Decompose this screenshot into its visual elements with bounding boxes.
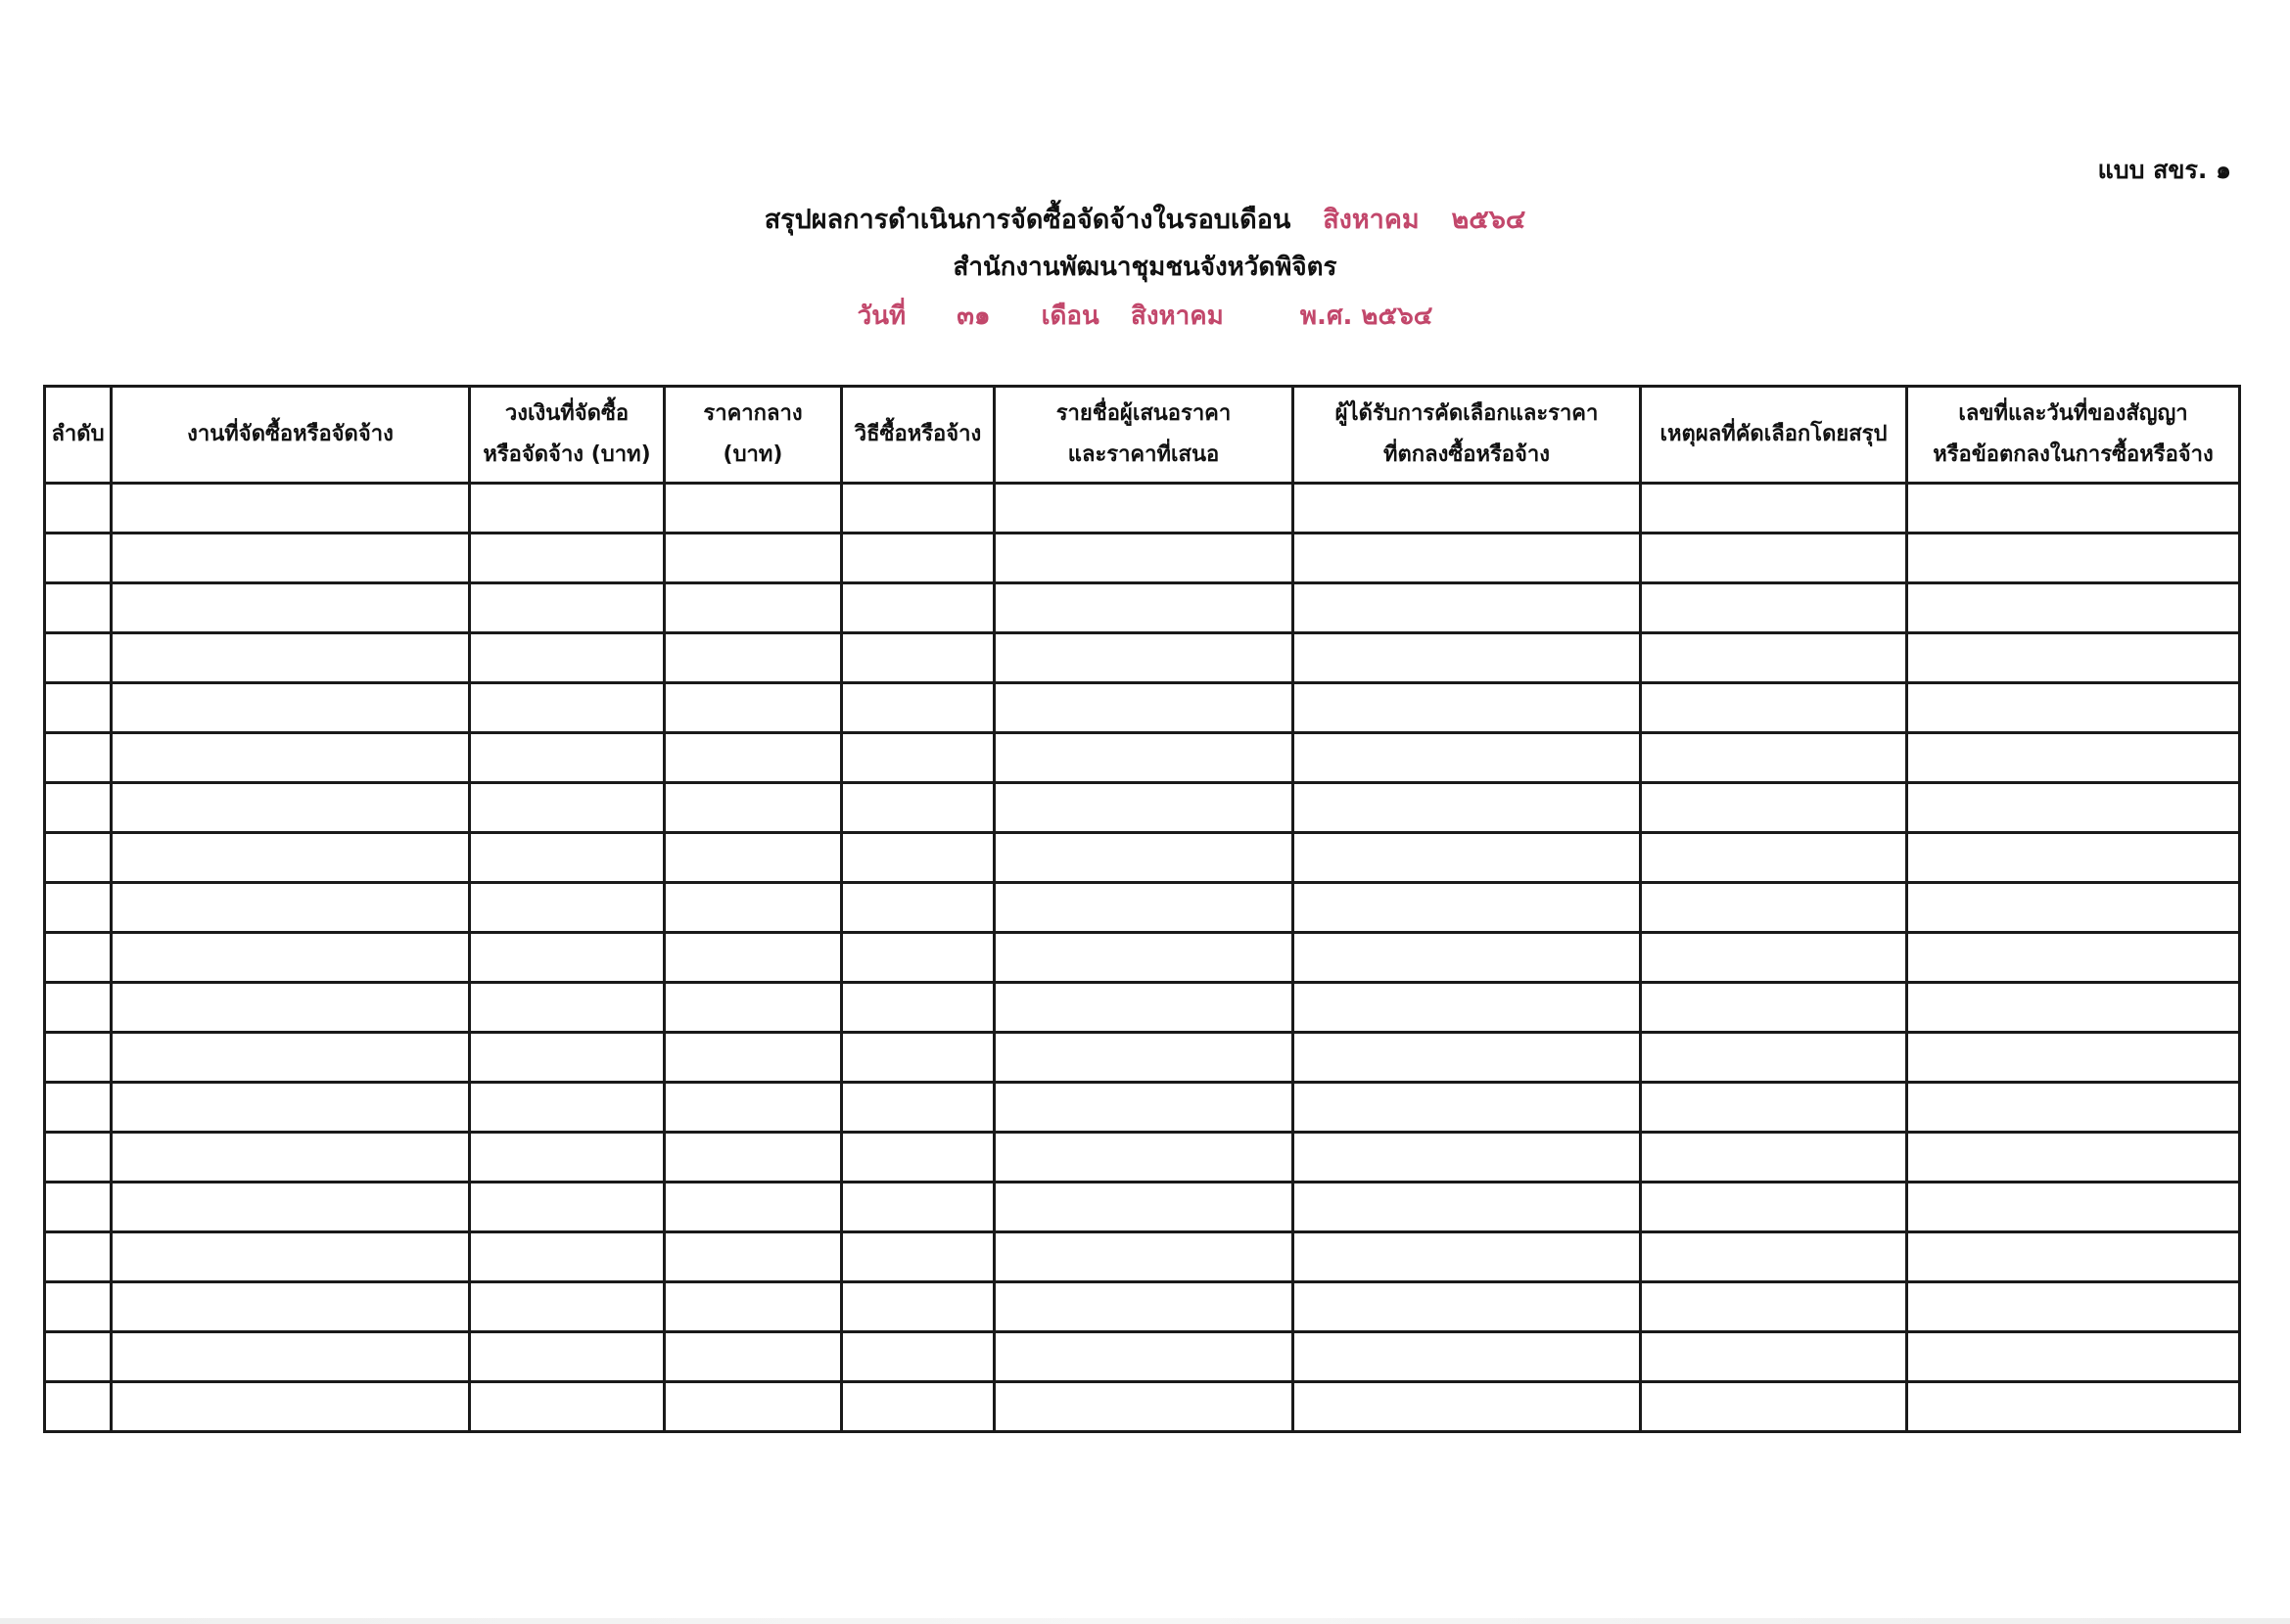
table-cell-budget (470, 1282, 665, 1332)
table-cell-reason (1641, 1232, 1907, 1282)
table-cell-budget (470, 1133, 665, 1183)
table-cell-contract (1907, 1332, 2240, 1382)
table-cell-budget (470, 933, 665, 983)
table-cell-bidders (995, 1282, 1293, 1332)
table-cell-bidders (995, 1183, 1293, 1232)
table-cell-bidders (995, 883, 1293, 933)
table-cell-bidders (995, 983, 1293, 1033)
table-cell-contract (1907, 783, 2240, 833)
form-code: แบบ สขร. ๑ (2097, 156, 2231, 184)
table-cell-budget (470, 1183, 665, 1232)
table-cell-budget (470, 883, 665, 933)
table-cell-median_price (665, 983, 842, 1033)
table-cell-work (112, 484, 470, 534)
table-cell-seq (45, 933, 112, 983)
table-cell-seq (45, 1382, 112, 1432)
table-cell-selected (1293, 683, 1641, 733)
table-cell-contract (1907, 484, 2240, 534)
table-cell-selected (1293, 833, 1641, 883)
table-cell-contract (1907, 1133, 2240, 1183)
column-header-contract (1907, 387, 2240, 484)
column-header-bidders (995, 387, 1293, 484)
table-cell-bidders (995, 783, 1293, 833)
table-row (45, 683, 2240, 733)
table-cell-method (842, 783, 995, 833)
table-cell-selected (1293, 1332, 1641, 1382)
table-cell-seq (45, 1183, 112, 1232)
table-cell-contract (1907, 983, 2240, 1033)
table-cell-seq (45, 583, 112, 633)
header-row (45, 387, 2240, 484)
table-cell-selected (1293, 484, 1641, 534)
table-cell-selected (1293, 633, 1641, 683)
title-prefix: สรุปผลการดำเนินการจัดซื้อจัดจ้างในรอบเดือน (764, 205, 1291, 235)
table-cell-seq (45, 534, 112, 583)
table-cell-seq (45, 1083, 112, 1133)
table-cell-reason (1641, 583, 1907, 633)
column-header-work (112, 387, 470, 484)
table-cell-contract (1907, 534, 2240, 583)
table-cell-bidders (995, 1332, 1293, 1382)
table-cell-reason (1641, 1133, 1907, 1183)
table-cell-seq (45, 1282, 112, 1332)
table-cell-median_price (665, 933, 842, 983)
table-cell-budget (470, 1083, 665, 1133)
table-cell-bidders (995, 484, 1293, 534)
table-cell-selected (1293, 1133, 1641, 1183)
table-cell-contract (1907, 633, 2240, 683)
table-cell-method (842, 883, 995, 933)
table-cell-seq (45, 484, 112, 534)
table-row (45, 833, 2240, 883)
table-cell-budget (470, 983, 665, 1033)
table-cell-method (842, 833, 995, 883)
table-cell-median_price (665, 1033, 842, 1083)
table-cell-reason (1641, 1033, 1907, 1083)
table-cell-contract (1907, 933, 2240, 983)
table-cell-work (112, 1282, 470, 1332)
table-cell-contract (1907, 833, 2240, 883)
table-cell-work (112, 1332, 470, 1382)
table-row (45, 1183, 2240, 1232)
year-label: พ.ศ. (1299, 302, 1353, 331)
table-cell-method (842, 1232, 995, 1282)
column-header-line1: วิธีซื้อหรือจ้าง (854, 422, 982, 446)
table-cell-budget (470, 484, 665, 534)
table-cell-budget (470, 833, 665, 883)
column-header-line1: เหตุผลที่คัดเลือกโดยสรุป (1659, 422, 1888, 446)
table-cell-bidders (995, 833, 1293, 883)
table-row (45, 1382, 2240, 1432)
table-cell-work (112, 683, 470, 733)
table-cell-selected (1293, 933, 1641, 983)
table-cell-reason (1641, 933, 1907, 983)
column-header-line1: ราคากลาง (703, 401, 803, 426)
month-value: สิงหาคม (1130, 302, 1224, 331)
table-cell-seq (45, 1232, 112, 1282)
column-header-line2: หรือข้อตกลงในการซื้อหรือจ้าง (1933, 442, 2214, 467)
table-row (45, 534, 2240, 583)
table-cell-work (112, 783, 470, 833)
table-cell-reason (1641, 833, 1907, 883)
table-cell-method (842, 1133, 995, 1183)
table-cell-method (842, 1033, 995, 1083)
table-cell-work (112, 1083, 470, 1133)
table-cell-work (112, 583, 470, 633)
table-cell-work (112, 1232, 470, 1282)
table-header (45, 387, 2240, 484)
table-cell-bidders (995, 1232, 1293, 1282)
table-cell-median_price (665, 833, 842, 883)
table-row (45, 1232, 2240, 1282)
table-cell-budget (470, 583, 665, 633)
table-cell-selected (1293, 1183, 1641, 1232)
table-cell-selected (1293, 1282, 1641, 1332)
table-cell-bidders (995, 683, 1293, 733)
table-cell-median_price (665, 783, 842, 833)
table-cell-method (842, 583, 995, 633)
table-cell-median_price (665, 1282, 842, 1332)
table-cell-contract (1907, 733, 2240, 783)
table-cell-work (112, 1382, 470, 1432)
table-cell-seq (45, 1033, 112, 1083)
table-row (45, 883, 2240, 933)
table-cell-selected (1293, 583, 1641, 633)
table-cell-bidders (995, 933, 1293, 983)
table-cell-contract (1907, 1033, 2240, 1083)
table-cell-work (112, 833, 470, 883)
table-cell-selected (1293, 1083, 1641, 1133)
table-cell-seq (45, 683, 112, 733)
column-header-reason (1641, 387, 1907, 484)
table-cell-seq (45, 833, 112, 883)
title-year: ๒๕๖๔ (1451, 205, 1526, 235)
table-cell-work (112, 933, 470, 983)
table-cell-median_price (665, 1133, 842, 1183)
column-header-selected (1293, 387, 1641, 484)
table-cell-reason (1641, 1382, 1907, 1432)
table-cell-seq (45, 633, 112, 683)
table-cell-median_price (665, 1183, 842, 1232)
table-cell-reason (1641, 484, 1907, 534)
table-row (45, 1332, 2240, 1382)
table-cell-selected (1293, 733, 1641, 783)
table-cell-selected (1293, 783, 1641, 833)
table-cell-work (112, 633, 470, 683)
table-cell-median_price (665, 1332, 842, 1382)
table-cell-budget (470, 1382, 665, 1432)
table-cell-bidders (995, 733, 1293, 783)
scan-edge (0, 1618, 2290, 1624)
table-row (45, 484, 2240, 534)
table-cell-budget (470, 1332, 665, 1382)
procurement-summary-table (43, 385, 2241, 1433)
table-cell-seq (45, 783, 112, 833)
table-cell-work (112, 883, 470, 933)
column-header-line1: งานที่จัดซื้อหรือจัดจ้าง (187, 422, 394, 446)
table-cell-contract (1907, 583, 2240, 633)
table-cell-selected (1293, 1382, 1641, 1432)
column-header-line1: วงเงินที่จัดซื้อ (504, 401, 630, 426)
table-row (45, 1083, 2240, 1133)
column-header-line2: หรือจัดจ้าง (บาท) (483, 442, 651, 467)
table-cell-median_price (665, 633, 842, 683)
table-cell-bidders (995, 1133, 1293, 1183)
table-cell-median_price (665, 484, 842, 534)
column-header-line2: และราคาที่เสนอ (1067, 442, 1220, 467)
table-cell-work (112, 983, 470, 1033)
table-cell-reason (1641, 683, 1907, 733)
table-cell-bidders (995, 1083, 1293, 1133)
table-cell-budget (470, 683, 665, 733)
table-cell-median_price (665, 1232, 842, 1282)
table-row (45, 983, 2240, 1033)
table-cell-reason (1641, 633, 1907, 683)
table-cell-bidders (995, 583, 1293, 633)
table-cell-method (842, 933, 995, 983)
table-cell-selected (1293, 1033, 1641, 1083)
table-cell-work (112, 1033, 470, 1083)
table-cell-method (842, 534, 995, 583)
table-cell-reason (1641, 1332, 1907, 1382)
column-header-line1: เลขที่และวันที่ของสัญญา (1958, 401, 2188, 426)
table-cell-contract (1907, 1232, 2240, 1282)
month-label: เดือน (1041, 302, 1099, 331)
table-cell-method (842, 484, 995, 534)
table-cell-method (842, 633, 995, 683)
table-cell-method (842, 1382, 995, 1432)
office-name: สำนักงานพัฒนาชุมชนจังหวัดพิจิตร (953, 253, 1337, 282)
table-cell-contract (1907, 1282, 2240, 1332)
table-cell-budget (470, 733, 665, 783)
table-row (45, 933, 2240, 983)
table-cell-work (112, 1133, 470, 1183)
table-cell-median_price (665, 583, 842, 633)
column-header-median_price (665, 387, 842, 484)
table-cell-seq (45, 1332, 112, 1382)
table-cell-reason (1641, 534, 1907, 583)
column-header-line1: ลำดับ (51, 422, 105, 446)
table-cell-work (112, 733, 470, 783)
table-cell-bidders (995, 1382, 1293, 1432)
table-cell-selected (1293, 534, 1641, 583)
table-cell-seq (45, 983, 112, 1033)
table-cell-median_price (665, 534, 842, 583)
title-month: สิงหาคม (1323, 205, 1420, 235)
table-cell-bidders (995, 1033, 1293, 1083)
table-cell-contract (1907, 1382, 2240, 1432)
table-cell-budget (470, 534, 665, 583)
column-header-line2: (บาท) (723, 442, 783, 467)
table-cell-budget (470, 783, 665, 833)
table-cell-reason (1641, 1083, 1907, 1133)
column-header-method (842, 387, 995, 484)
table-row (45, 583, 2240, 633)
table-row (45, 733, 2240, 783)
column-header-budget (470, 387, 665, 484)
table-cell-budget (470, 1232, 665, 1282)
date-line (0, 296, 2290, 336)
table-row (45, 1282, 2240, 1332)
table-body (45, 484, 2240, 1432)
table-cell-bidders (995, 633, 1293, 683)
table-cell-median_price (665, 883, 842, 933)
table-cell-method (842, 1332, 995, 1382)
table-cell-reason (1641, 1282, 1907, 1332)
table-cell-selected (1293, 1232, 1641, 1282)
table-cell-contract (1907, 683, 2240, 733)
column-header-seq (45, 387, 112, 484)
table-cell-budget (470, 1033, 665, 1083)
table-cell-contract (1907, 1083, 2240, 1133)
table-cell-seq (45, 1133, 112, 1183)
table-cell-work (112, 1183, 470, 1232)
table-cell-reason (1641, 1183, 1907, 1232)
table-row (45, 633, 2240, 683)
column-header-line1: ผู้ได้รับการคัดเลือกและราคา (1334, 401, 1599, 426)
document-title (0, 198, 2290, 240)
table-cell-method (842, 1282, 995, 1332)
year-value: ๒๕๖๔ (1361, 302, 1433, 331)
table-cell-selected (1293, 883, 1641, 933)
table-cell-seq (45, 733, 112, 783)
day-label: วันที่ (857, 302, 907, 331)
table-cell-median_price (665, 683, 842, 733)
table-cell-method (842, 1083, 995, 1133)
table-cell-budget (470, 633, 665, 683)
column-header-line1: รายชื่อผู้เสนอราคา (1055, 401, 1232, 426)
table-cell-reason (1641, 883, 1907, 933)
table-cell-reason (1641, 733, 1907, 783)
table-cell-method (842, 1183, 995, 1232)
table-cell-contract (1907, 1183, 2240, 1232)
table-row (45, 783, 2240, 833)
table-cell-method (842, 733, 995, 783)
table-cell-reason (1641, 983, 1907, 1033)
table-cell-reason (1641, 783, 1907, 833)
table-row (45, 1133, 2240, 1183)
table-cell-method (842, 983, 995, 1033)
day-value: ๓๑ (957, 302, 991, 331)
table-cell-contract (1907, 883, 2240, 933)
table-cell-seq (45, 883, 112, 933)
table-cell-median_price (665, 733, 842, 783)
table-cell-selected (1293, 983, 1641, 1033)
column-header-line2: ที่ตกลงซื้อหรือจ้าง (1383, 442, 1550, 467)
table-cell-method (842, 683, 995, 733)
table-cell-bidders (995, 534, 1293, 583)
table-cell-work (112, 534, 470, 583)
table-row (45, 1033, 2240, 1083)
table-cell-median_price (665, 1083, 842, 1133)
table-cell-median_price (665, 1382, 842, 1432)
